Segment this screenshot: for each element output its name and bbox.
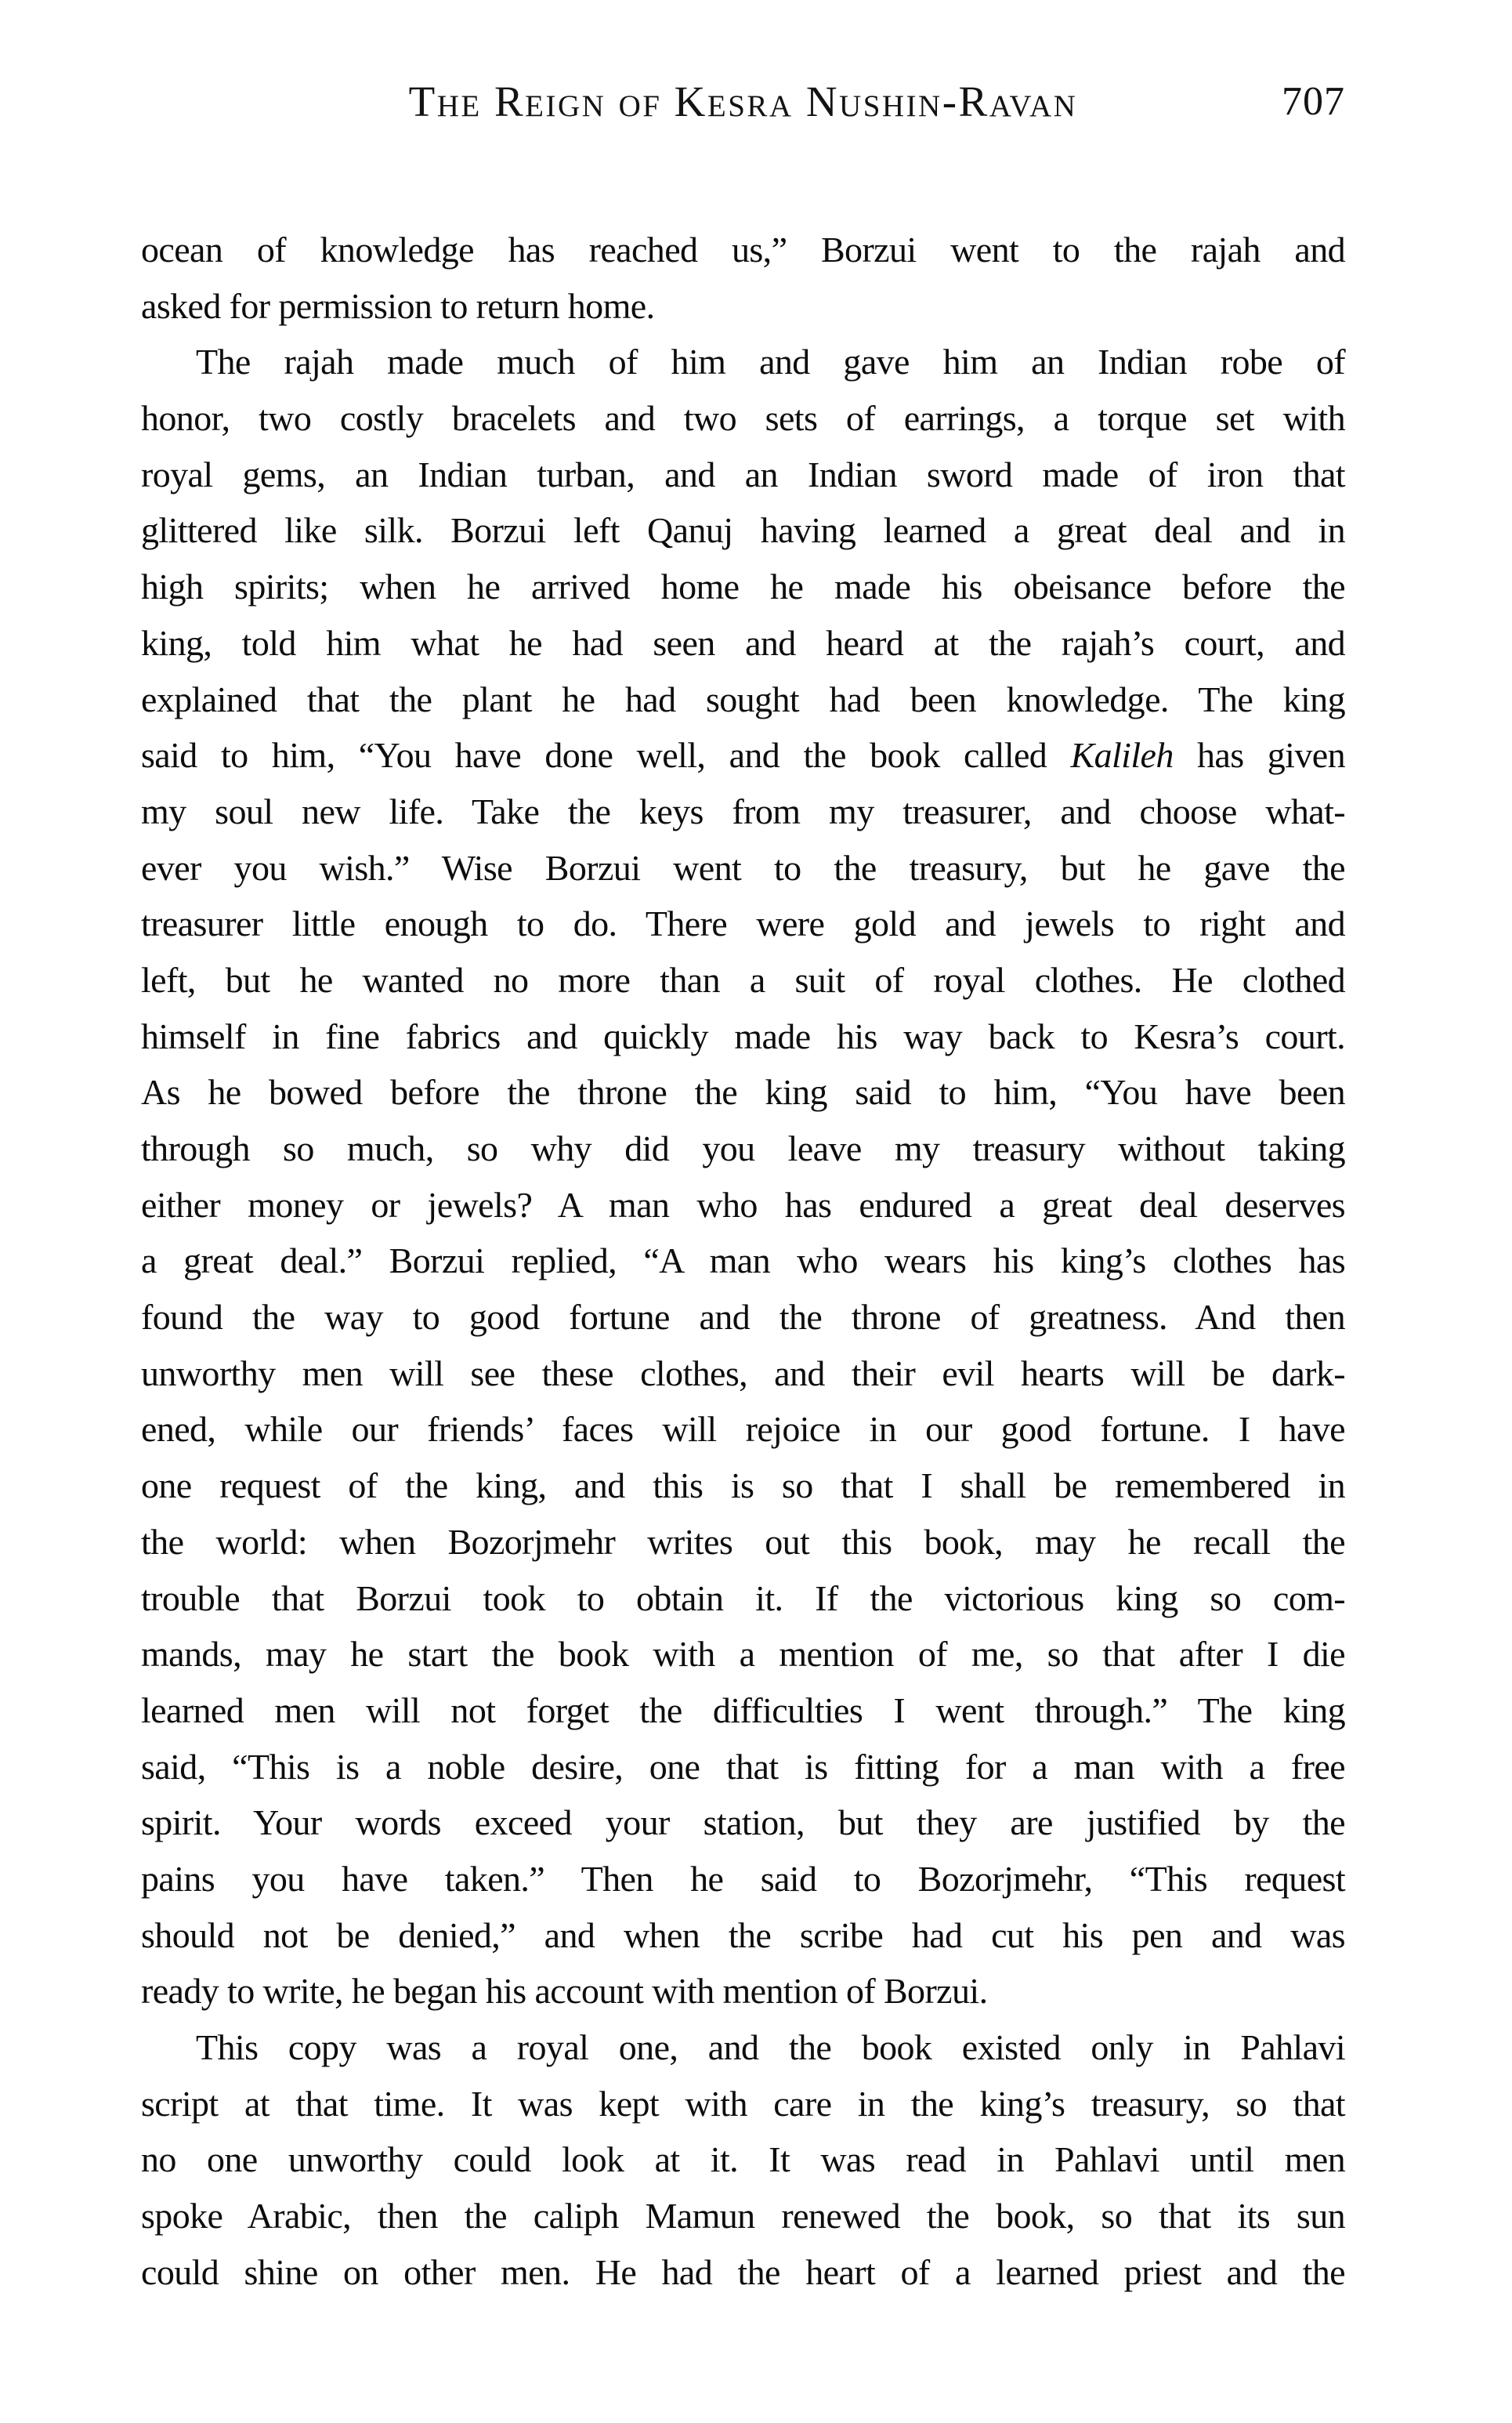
text-line: trouble that Borzui took to obtain it. If the victorious king so com-: [141, 1577, 1345, 1618]
text-line: left, but he wanted no more than a suit of royal clothes. He clothed: [141, 959, 1345, 1000]
text-line: ened, while our friends’ faces will rejoice in our good fortune. I have: [141, 1409, 1345, 1450]
text-line: himself in fine fabrics and quickly made his way back to Kesra’s court.: [141, 1016, 1345, 1056]
text-line: one request of the king, and this is so that I shall be remembered in: [141, 1465, 1345, 1506]
text-line: treasurer little enough to do. There were gold and jewels to right and: [141, 904, 1345, 944]
text-line: a great deal.” Borzui replied, “A man who wears his king’s clothes has: [141, 1240, 1345, 1281]
page-number: 707: [1282, 79, 1345, 124]
text-line: no one unworthy could look at it. It was read in Pahlavi until men: [141, 2139, 1345, 2180]
text-line: either money or jewels? A man who has endured a great deal deserves: [141, 1184, 1345, 1225]
text-line: high spirits; when he arrived home he made his obeisance before the: [141, 567, 1345, 607]
text-line: said to him, “You have done well, and the book called Kalileh has given: [141, 735, 1345, 776]
text-line: spirit. Your words exceed your station, but they are justified by the: [141, 1802, 1345, 1843]
text-line: found the way to good fortune and the throne of greatness. And then: [141, 1297, 1345, 1338]
text-line: ocean of knowledge has reached us,” Borzui went to the rajah and: [141, 230, 1345, 270]
page-header: [141, 77, 1345, 132]
text-line: ever you wish.” Wise Borzui went to the treasury, but he gave the: [141, 847, 1345, 888]
text-line: glittered like silk. Borzui left Qanuj having learned a great deal and in: [141, 510, 1345, 551]
text-line: should not be denied,” and when the scribe had cut his pen and was: [141, 1914, 1345, 1955]
text-line: script at that time. It was kept with care in the king’s treasury, so that: [141, 2083, 1345, 2124]
text-line: honor, two costly bracelets and two sets of earrings, a torque set with: [141, 398, 1345, 439]
text-line: unworthy men will see these clothes, and their evil hearts will be dark-: [141, 1353, 1345, 1393]
text-line: learned men will not forget the difficulties I went through.” The king: [141, 1690, 1345, 1730]
text-line: my soul new life. Take the keys from my treasurer, and choose what-: [141, 791, 1345, 831]
text-line: could shine on other men. He had the heart of a learned priest and the: [141, 2251, 1345, 2292]
text-line: the world: when Bozorjmehr writes out this book, may he recall the: [141, 1521, 1345, 1562]
text-line: king, told him what he had seen and heard at the rajah’s court, and: [141, 622, 1345, 663]
text-line: This copy was a royal one, and the book existed only in Pahlavi: [196, 2027, 1345, 2067]
text-line: mands, may he start the book with a mention of me, so that after I die: [141, 1634, 1345, 1675]
text-line: spoke Arabic, then the caliph Mamun renewed the book, so that its sun: [141, 2196, 1345, 2236]
text-line: pains you have taken.” Then he said to Bozorjmehr, “This request: [141, 1858, 1345, 1899]
text-line: ready to write, he began his account with mention of Borzui.: [141, 1971, 988, 2012]
text-line: through so much, so why did you leave my treasury without taking: [141, 1128, 1345, 1168]
running-head-title: The Reign of Kesra Nushin-Ravan: [408, 78, 1078, 125]
text-line: royal gems, an Indian turban, and an Indian sword made of iron that: [141, 454, 1345, 494]
text-line: The rajah made much of him and gave him an Indian robe of: [196, 342, 1345, 382]
body-text: [141, 222, 1345, 2300]
text-line: As he bowed before the throne the king said to him, “You have been: [141, 1072, 1345, 1113]
text-line: explained that the plant he had sought had been knowledge. The king: [141, 679, 1345, 719]
text-line: asked for permission to return home.: [141, 285, 655, 326]
text-line: said, “This is a noble desire, one that is fitting for a man with a free: [141, 1746, 1345, 1787]
book-title-italic: Kalileh: [1070, 735, 1174, 776]
